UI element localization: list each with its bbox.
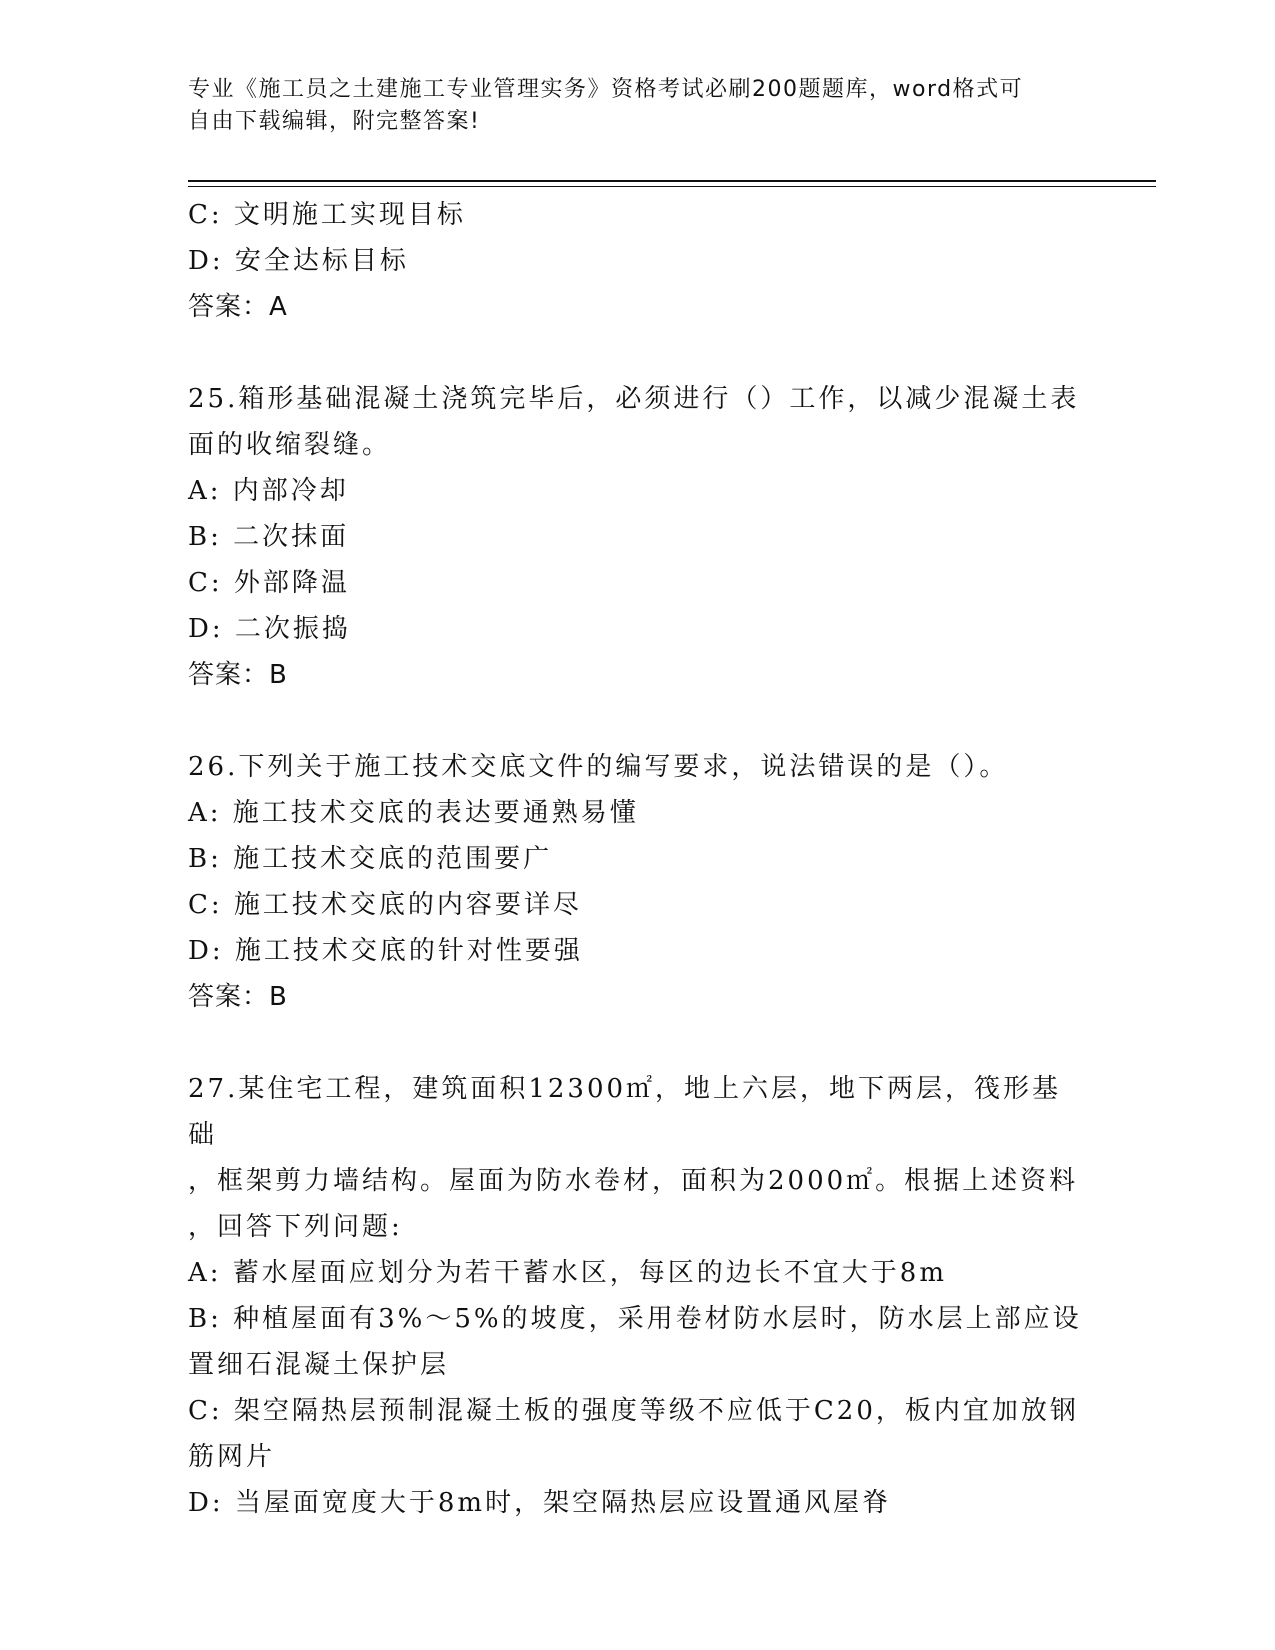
option-c: C: 架空隔热层预制混凝土板的强度等级不应低于C20，板内宜加放钢 [188,1396,1079,1426]
option-d: D: 施工技术交底的针对性要强 [188,936,583,966]
spacer [188,1020,1088,1066]
option-d: D: 安全达标目标 [188,246,409,276]
option-d: D: 当屋面宽度大于8m时，架空隔热层应设置通风屋脊 [188,1488,892,1518]
option-d: D: 二次振捣 [188,614,351,644]
question-content [188,192,1088,1526]
option-a: A: 施工技术交底的表达要通熟易懂 [188,798,639,828]
answer-line: 答案：A [188,292,288,322]
question-26 [188,744,1088,1020]
header-line-1: 专业《施工员之土建施工专业管理实务》资格考试必刷200题题库，word格式可 [188,77,1024,102]
spacer [188,330,1088,376]
question-27 [188,1066,1088,1526]
question-24-tail [188,192,1088,330]
option-b: B: 施工技术交底的范围要广 [188,844,553,874]
option-b: B: 二次抹面 [188,522,350,552]
option-c: C: 外部降温 [188,568,350,598]
header-line-2: 自由下载编辑，附完整答案! [188,109,481,134]
question-25 [188,376,1088,698]
answer-line: 答案：B [188,982,288,1012]
option-a: A: 内部冷却 [188,476,349,506]
question-stem: 27.某住宅工程，建筑面积12300㎡，地上六层，地下两层，筏形基础 [188,1074,1062,1150]
spacer [188,698,1088,744]
option-c-continued: 筋网片 [188,1442,276,1472]
question-stem: 26.下列关于施工技术交底文件的编写要求，说法错误的是（）。 [188,752,1009,782]
document-header [188,74,1088,138]
option-c: C: 文明施工实现目标 [188,200,466,230]
option-b: B: 种植屋面有3%～5%的坡度，采用卷材防水层时，防水层上部应设 [188,1304,1082,1334]
header-divider-thick [188,180,1156,182]
question-stem-continued: 面的收缩裂缝。 [188,430,392,460]
question-stem-continued: ，框架剪力墙结构。屋面为防水卷材，面积为2000㎡。根据上述资料 [188,1166,1079,1196]
header-divider-thin [188,186,1156,187]
question-stem-continued: ，回答下列问题: [188,1212,403,1242]
option-a: A: 蓄水屋面应划分为若干蓄水区，每区的边长不宜大于8m [188,1258,947,1288]
option-c: C: 施工技术交底的内容要详尽 [188,890,582,920]
option-b-continued: 置细石混凝土保护层 [188,1350,450,1380]
question-stem: 25.箱形基础混凝土浇筑完毕后，必须进行（）工作，以减少混凝土表 [188,384,1080,414]
answer-line: 答案：B [188,660,288,690]
